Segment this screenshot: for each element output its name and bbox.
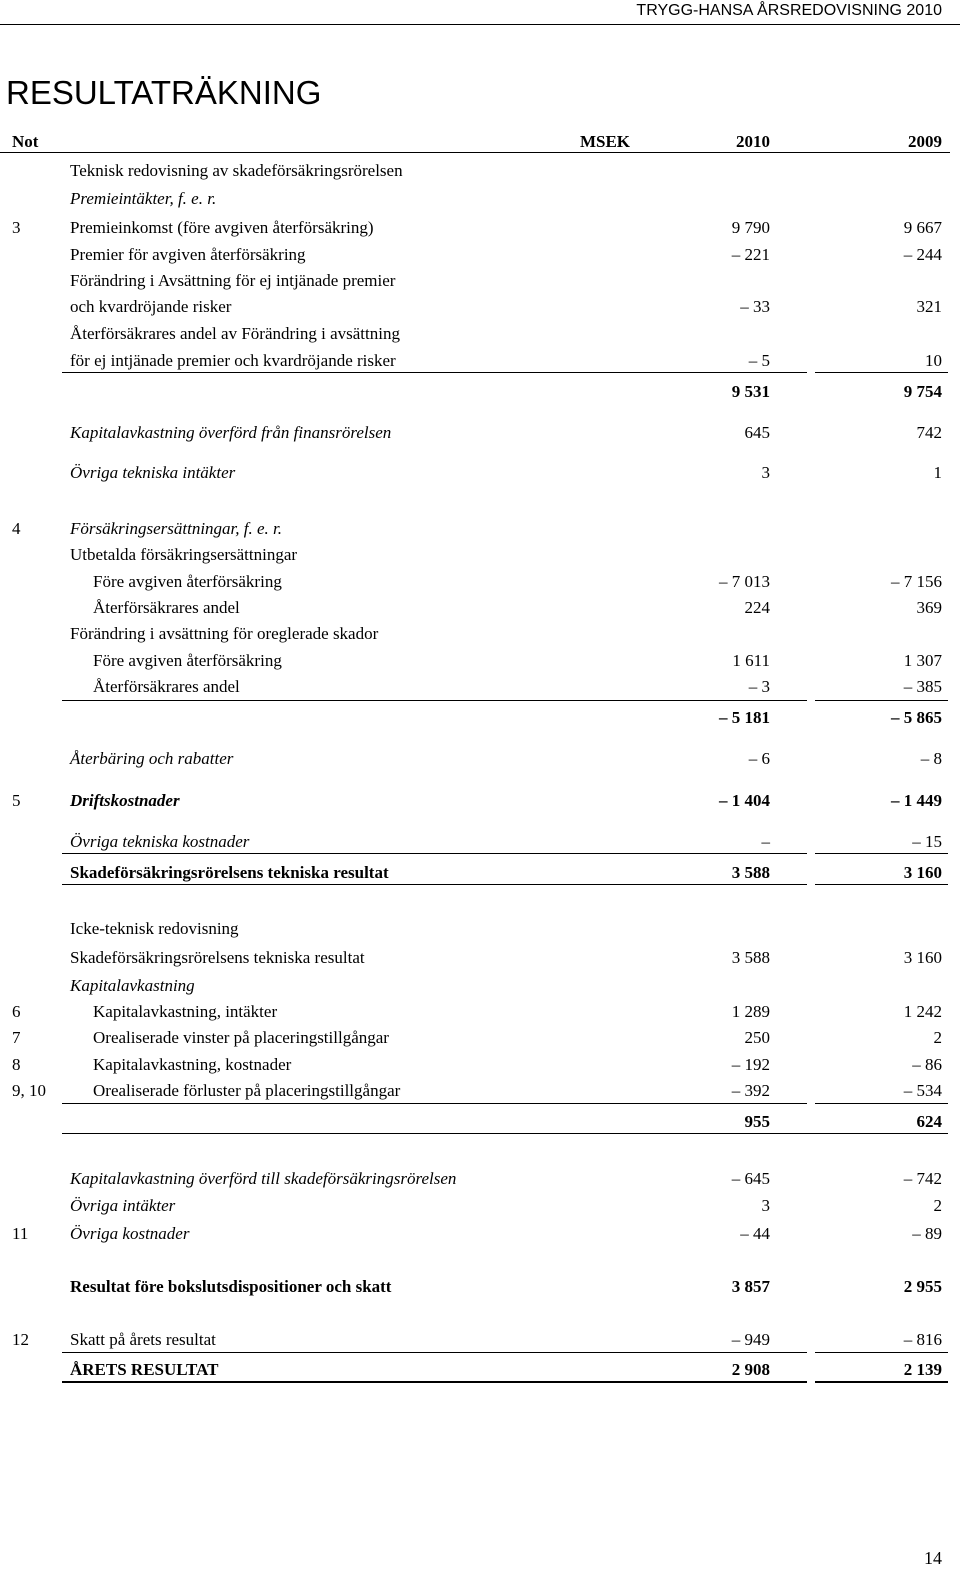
row-label: Kapitalavkastning överförd från finansrörelsen xyxy=(70,423,392,442)
table-row xyxy=(0,350,960,372)
row-label: Orealiserade förluster på placeringstillgångar xyxy=(93,1081,401,1100)
page-number: 14 xyxy=(924,1548,942,1568)
table-row xyxy=(0,244,960,266)
row-label: Icke-teknisk redovisning xyxy=(70,919,239,938)
value-2010: – 1 404 xyxy=(719,791,770,810)
value-2010: 3 588 xyxy=(731,948,770,967)
value-2010: – 645 xyxy=(731,1169,770,1188)
value-2009: 3 160 xyxy=(903,948,942,967)
table-row xyxy=(0,160,960,182)
value-2010: 3 588 xyxy=(731,863,770,882)
column-header-not: Not xyxy=(12,132,39,151)
value-2009: 9 754 xyxy=(903,382,942,401)
row-label: Kapitalavkastning överförd till skadeförsäkringsrörelsen xyxy=(70,1169,457,1188)
value-2010: 3 xyxy=(761,1196,770,1215)
table-row xyxy=(0,1359,960,1381)
value-2009: 2 139 xyxy=(903,1360,942,1379)
value-2009: 2 xyxy=(933,1028,942,1047)
table-row xyxy=(0,623,960,645)
row-label: Skatt på årets resultat xyxy=(70,1330,216,1349)
column-header-row xyxy=(0,130,950,153)
table-row xyxy=(0,707,960,729)
row-label: Försäkringsersättningar, f. e. r. xyxy=(70,519,283,538)
table-row xyxy=(0,862,960,884)
table-row xyxy=(0,918,960,940)
value-2010: – 6 xyxy=(748,749,770,768)
column-header-2010: 2010 xyxy=(736,132,770,151)
table-row xyxy=(0,790,960,812)
value-2009: – 1 449 xyxy=(891,791,942,810)
value-2009: 321 xyxy=(916,297,942,316)
rule-claims-left xyxy=(62,700,807,701)
value-2009: – 8 xyxy=(920,749,942,768)
rule-technical-result-left xyxy=(62,853,807,854)
value-2010: – 7 013 xyxy=(719,572,770,591)
note-number: 11 xyxy=(12,1224,29,1243)
rule-tax-right xyxy=(815,1352,948,1353)
value-2009: 742 xyxy=(916,423,942,442)
value-2009: – 742 xyxy=(903,1169,942,1188)
row-label: Premier för avgiven återförsäkring xyxy=(70,245,306,264)
value-2010: – xyxy=(761,832,770,851)
table-row xyxy=(0,1329,960,1351)
note-number: 6 xyxy=(12,1002,21,1021)
row-label: för ej intjänade premier och kvardröjande risker xyxy=(70,351,396,370)
row-label: Skadeförsäkringsrörelsens tekniska resultat xyxy=(70,863,389,882)
value-2010: – 5 181 xyxy=(719,708,770,727)
table-row xyxy=(0,518,960,540)
table-row xyxy=(0,381,960,403)
rule-claims-right xyxy=(815,700,948,701)
value-2010: – 949 xyxy=(731,1330,770,1349)
note-number: 3 xyxy=(12,218,21,237)
table-row xyxy=(0,296,960,318)
value-2009: 2 955 xyxy=(903,1277,942,1296)
value-2010: 1 611 xyxy=(732,651,770,670)
note-number: 12 xyxy=(12,1330,29,1349)
row-label: Övriga intäkter xyxy=(70,1196,176,1215)
rule-technical-result-under-left xyxy=(62,884,807,885)
rule-technical-result-under-right xyxy=(815,884,948,885)
row-label: Kapitalavkastning xyxy=(70,976,195,995)
report-header-text: TRYGG-HANSA ÅRSREDOVISNING 2010 xyxy=(636,2,942,19)
table-row xyxy=(0,422,960,444)
value-2010: 9 531 xyxy=(731,382,770,401)
row-label: Driftskostnader xyxy=(70,791,180,810)
column-header-msek: MSEK xyxy=(579,132,630,151)
table-row xyxy=(0,1276,960,1298)
note-number: 9, 10 xyxy=(12,1081,46,1100)
row-label: Teknisk redovisning av skadeförsäkringsrörelsen xyxy=(70,161,403,180)
rule-final-left xyxy=(62,1381,807,1383)
table-row xyxy=(0,1054,960,1076)
table-row xyxy=(0,1027,960,1049)
table-row xyxy=(0,947,960,969)
row-label: Övriga tekniska kostnader xyxy=(70,832,250,851)
value-2009: – 7 156 xyxy=(891,572,942,591)
value-2010: 224 xyxy=(744,598,770,617)
note-number: 7 xyxy=(12,1028,21,1047)
row-label: Utbetalda försäkringsersättningar xyxy=(70,545,298,564)
rule-tax-left xyxy=(62,1352,807,1353)
value-2009: 9 667 xyxy=(903,218,942,237)
value-2009: 1 242 xyxy=(903,1002,942,1021)
value-2010: – 3 xyxy=(748,677,770,696)
value-2009: – 86 xyxy=(912,1055,942,1074)
row-label: Övriga tekniska intäkter xyxy=(70,463,236,482)
table-row xyxy=(0,676,960,698)
page-title: RESULTATRÄKNING xyxy=(6,74,322,111)
value-2010: 2 908 xyxy=(731,1360,770,1379)
rule-capital-left xyxy=(62,1103,807,1104)
value-2010: 3 xyxy=(761,463,770,482)
row-label: Orealiserade vinster på placeringstillgångar xyxy=(93,1028,389,1047)
value-2010: 1 289 xyxy=(731,1002,770,1021)
table-row xyxy=(0,597,960,619)
value-2009: 369 xyxy=(916,598,942,617)
table-row xyxy=(0,270,960,292)
table-row xyxy=(0,1001,960,1023)
value-2009: – 816 xyxy=(903,1330,942,1349)
value-2010: 645 xyxy=(744,423,770,442)
row-label: Före avgiven återförsäkring xyxy=(93,572,282,591)
row-label: Resultat före bokslutsdispositioner och skatt xyxy=(70,1277,392,1296)
table-row xyxy=(0,544,960,566)
table-row xyxy=(0,188,960,210)
value-2009: – 15 xyxy=(912,832,942,851)
value-2009: 3 160 xyxy=(903,863,942,882)
row-label: Premieintäkter, f. e. r. xyxy=(70,189,217,208)
value-2009: 1 307 xyxy=(903,651,942,670)
value-2009: – 385 xyxy=(903,677,942,696)
rule-final-right xyxy=(815,1381,948,1383)
row-label: Skadeförsäkringsrörelsens tekniska resultat xyxy=(70,948,365,967)
rule-capital-under xyxy=(62,1133,948,1134)
table-row xyxy=(0,462,960,484)
table-row xyxy=(0,1080,960,1102)
table-row xyxy=(0,748,960,770)
row-label: Återförsäkrares andel av Förändring i avsättning xyxy=(70,324,400,343)
value-2010: – 392 xyxy=(731,1081,770,1100)
value-2009: 624 xyxy=(916,1112,942,1131)
row-label: Kapitalavkastning, intäkter xyxy=(93,1002,278,1021)
table-row xyxy=(0,1195,960,1217)
page-header xyxy=(0,0,960,25)
value-2009: 10 xyxy=(925,351,942,370)
value-2010: – 192 xyxy=(731,1055,770,1074)
table-row xyxy=(0,975,960,997)
value-2010: 9 790 xyxy=(731,218,770,237)
table-row xyxy=(0,831,960,853)
rule-subtotal-right xyxy=(815,372,948,373)
table-row xyxy=(0,217,960,239)
row-label: ÅRETS RESULTAT xyxy=(70,1360,219,1379)
value-2010: – 221 xyxy=(731,245,770,264)
note-number: 4 xyxy=(12,519,21,538)
table-row xyxy=(0,323,960,345)
rule-capital-right xyxy=(815,1103,948,1104)
value-2010: – 33 xyxy=(740,297,770,316)
table-row xyxy=(0,650,960,672)
note-number: 5 xyxy=(12,791,21,810)
value-2010: – 44 xyxy=(740,1224,770,1243)
row-label: Återförsäkrares andel xyxy=(93,677,240,696)
row-label: och kvardröjande risker xyxy=(70,297,232,316)
table-row xyxy=(0,1168,960,1190)
table-row xyxy=(0,1111,960,1133)
value-2010: 955 xyxy=(744,1112,770,1131)
row-label: Förändring i avsättning för oreglerade skador xyxy=(70,624,379,643)
value-2010: 250 xyxy=(744,1028,770,1047)
value-2009: 2 xyxy=(933,1196,942,1215)
value-2009: – 244 xyxy=(903,245,942,264)
row-label: Återförsäkrares andel xyxy=(93,598,240,617)
value-2009: – 534 xyxy=(903,1081,942,1100)
table-row xyxy=(0,571,960,593)
row-label: Premieinkomst (före avgiven återförsäkring) xyxy=(70,218,374,237)
row-label: Övriga kostnader xyxy=(70,1224,190,1243)
value-2009: – 89 xyxy=(912,1224,942,1243)
value-2009: – 5 865 xyxy=(891,708,942,727)
value-2010: 3 857 xyxy=(731,1277,770,1296)
row-label: Kapitalavkastning, kostnader xyxy=(93,1055,292,1074)
note-number: 8 xyxy=(12,1055,21,1074)
value-2009: 1 xyxy=(933,463,942,482)
table-row xyxy=(0,1223,960,1245)
row-label: Förändring i Avsättning för ej intjänade premier xyxy=(70,271,396,290)
column-header-2009: 2009 xyxy=(908,132,942,151)
rule-technical-result-right xyxy=(815,853,948,854)
row-label: Före avgiven återförsäkring xyxy=(93,651,282,670)
value-2010: – 5 xyxy=(748,351,770,370)
row-label: Återbäring och rabatter xyxy=(70,749,234,768)
rule-subtotal-left xyxy=(62,372,807,373)
